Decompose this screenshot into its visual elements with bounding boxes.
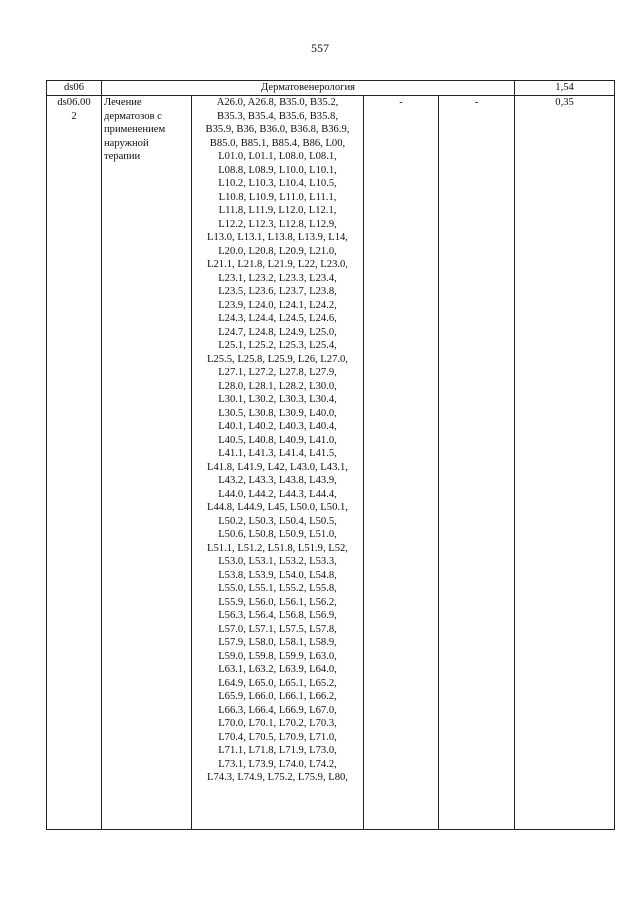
- diagnosis-codes-line: L55.0, L55.1, L55.2, L55.8,: [218, 583, 337, 594]
- section-title: Дерматовенерология: [102, 81, 515, 96]
- table-row: [47, 96, 615, 830]
- diagnosis-codes-line: L13.0, L13.1, L13.8, L13.9, L14,: [207, 232, 348, 243]
- diagnosis-codes-line: L56.3, L56.4, L56.8, L56.9,: [218, 610, 337, 621]
- diagnosis-codes-line: L53.0, L53.1, L53.2, L53.3,: [218, 556, 337, 567]
- diagnosis-codes-line: L10.2, L10.3, L10.4, L10.5,: [218, 178, 337, 189]
- row-name-line: терапии: [104, 151, 141, 162]
- diagnosis-codes-line: L44.0, L44.2, L44.3, L44.4,: [218, 488, 337, 500]
- diagnosis-codes-line: L23.5, L23.6, L23.7, L23.8,: [218, 286, 337, 297]
- diagnosis-codes-line: L40.5, L40.8, L40.9, L41.0,: [218, 434, 337, 446]
- diagnosis-codes-line: L57.9, L58.0, L58.1, L58.9,: [218, 637, 337, 648]
- diagnosis-codes-line: L23.1, L23.2, L23.3, L23.4,: [218, 272, 337, 284]
- row-name-line: дерматозов с: [104, 110, 162, 122]
- section-code: ds06: [47, 81, 102, 96]
- row-code-line1: ds06.00: [57, 97, 91, 108]
- diagnosis-codes-line: L30.5, L30.8, L30.9, L40.0,: [218, 407, 337, 419]
- diagnosis-codes-line: L40.1, L40.2, L40.3, L40.4,: [218, 421, 337, 432]
- row-name-line: применением: [104, 124, 166, 135]
- diagnosis-codes-line: L11.8, L11.9, L12.0, L12.1,: [218, 205, 337, 216]
- diagnosis-codes-line: L71.1, L71.8, L71.9, L73.0,: [218, 745, 337, 756]
- section-header-row: [47, 81, 615, 96]
- diagnosis-codes-line: L50.6, L50.8, L50.9, L51.0,: [218, 529, 337, 540]
- diagnosis-codes-line: L43.2, L43.3, L43.8, L43.9,: [218, 475, 337, 486]
- row-col4: -: [364, 96, 439, 830]
- tariff-table: [46, 80, 615, 830]
- diagnosis-codes-line: L55.9, L56.0, L56.1, L56.2,: [218, 596, 337, 608]
- diagnosis-codes-line: L70.4, L70.5, L70.9, L71.0,: [218, 731, 337, 743]
- diagnosis-codes-line: L01.0, L01.1, L08.0, L08.1,: [218, 151, 337, 162]
- diagnosis-codes-line: L59.0, L59.8, L59.9, L63.0,: [218, 650, 337, 662]
- diagnosis-codes-line: L27.1, L27.2, L27.8, L27.9,: [218, 367, 337, 378]
- diagnosis-codes-line: L73.1, L73.9, L74.0, L74.2,: [218, 758, 337, 770]
- diagnosis-codes-line: L44.8, L44.9, L45, L50.0, L50.1,: [207, 502, 348, 513]
- diagnosis-codes-line: L12.2, L12.3, L12.8, L12.9,: [218, 218, 337, 230]
- diagnosis-codes-line: L53.8, L53.9, L54.0, L54.8,: [218, 569, 337, 581]
- diagnosis-codes-line: L66.3, L66.4, L66.9, L67.0,: [218, 704, 337, 716]
- row-col5: -: [439, 96, 515, 830]
- diagnosis-codes-line: L25.5, L25.8, L25.9, L26, L27.0,: [207, 353, 348, 365]
- page-number: 557: [311, 41, 329, 55]
- diagnosis-codes-line: L25.1, L25.2, L25.3, L25.4,: [218, 340, 337, 351]
- diagnosis-codes-line: B35.3, B35.4, B35.6, B35.8,: [217, 110, 338, 122]
- row-coefficient: 0,35: [515, 96, 615, 830]
- row-name-line: Лечение: [104, 97, 142, 108]
- diagnosis-codes-line: L23.9, L24.0, L24.1, L24.2,: [218, 299, 337, 311]
- row-code: [47, 96, 102, 830]
- section-coefficient: 1,54: [515, 81, 615, 96]
- diagnosis-codes-line: L51.1, L51.2, L51.8, L51.9, L52,: [207, 542, 348, 554]
- diagnosis-codes-line: L70.0, L70.1, L70.2, L70.3,: [218, 718, 337, 729]
- diagnosis-codes-line: L57.0, L57.1, L57.5, L57.8,: [218, 623, 337, 635]
- diagnosis-codes-line: A26.0, A26.8, B35.0, B35.2,: [216, 97, 339, 108]
- diagnosis-codes-line: L64.9, L65.0, L65.1, L65.2,: [218, 677, 337, 689]
- diagnosis-codes-line: L24.3, L24.4, L24.5, L24.6,: [218, 313, 337, 324]
- diagnosis-codes-line: L65.9, L66.0, L66.1, L66.2,: [218, 691, 337, 702]
- diagnosis-codes-line: B35.9, B36, B36.0, B36.8, B36.9,: [205, 124, 350, 135]
- diagnosis-codes: [192, 96, 364, 830]
- diagnosis-codes-line: L24.7, L24.8, L24.9, L25.0,: [218, 326, 337, 338]
- diagnosis-codes-line: L41.8, L41.9, L42, L43.0, L43.1,: [207, 461, 348, 473]
- diagnosis-codes-line: L28.0, L28.1, L28.2, L30.0,: [218, 380, 337, 392]
- diagnosis-codes-line: L10.8, L10.9, L11.0, L11.1,: [218, 191, 337, 203]
- row-name: [102, 96, 192, 830]
- diagnosis-codes-line: L74.3, L74.9, L75.2, L75.9, L80,: [207, 772, 348, 783]
- row-name-line: наружной: [104, 137, 149, 149]
- diagnosis-codes-line: L20.0, L20.8, L20.9, L21.0,: [218, 245, 337, 257]
- diagnosis-codes-line: L41.1, L41.3, L41.4, L41.5,: [218, 448, 337, 459]
- diagnosis-codes-line: B85.0, B85.1, B85.4, B86, L00,: [209, 137, 346, 149]
- diagnosis-codes-line: L30.1, L30.2, L30.3, L30.4,: [218, 394, 337, 405]
- diagnosis-codes-line: L50.2, L50.3, L50.4, L50.5,: [218, 515, 337, 527]
- diagnosis-codes-line: L08.8, L08.9, L10.0, L10.1,: [218, 164, 337, 176]
- diagnosis-codes-line: L21.1, L21.8, L21.9, L22, L23.0,: [207, 259, 348, 270]
- row-code-line2: 2: [71, 110, 77, 122]
- diagnosis-codes-line: L63.1, L63.2, L63.9, L64.0,: [218, 664, 337, 675]
